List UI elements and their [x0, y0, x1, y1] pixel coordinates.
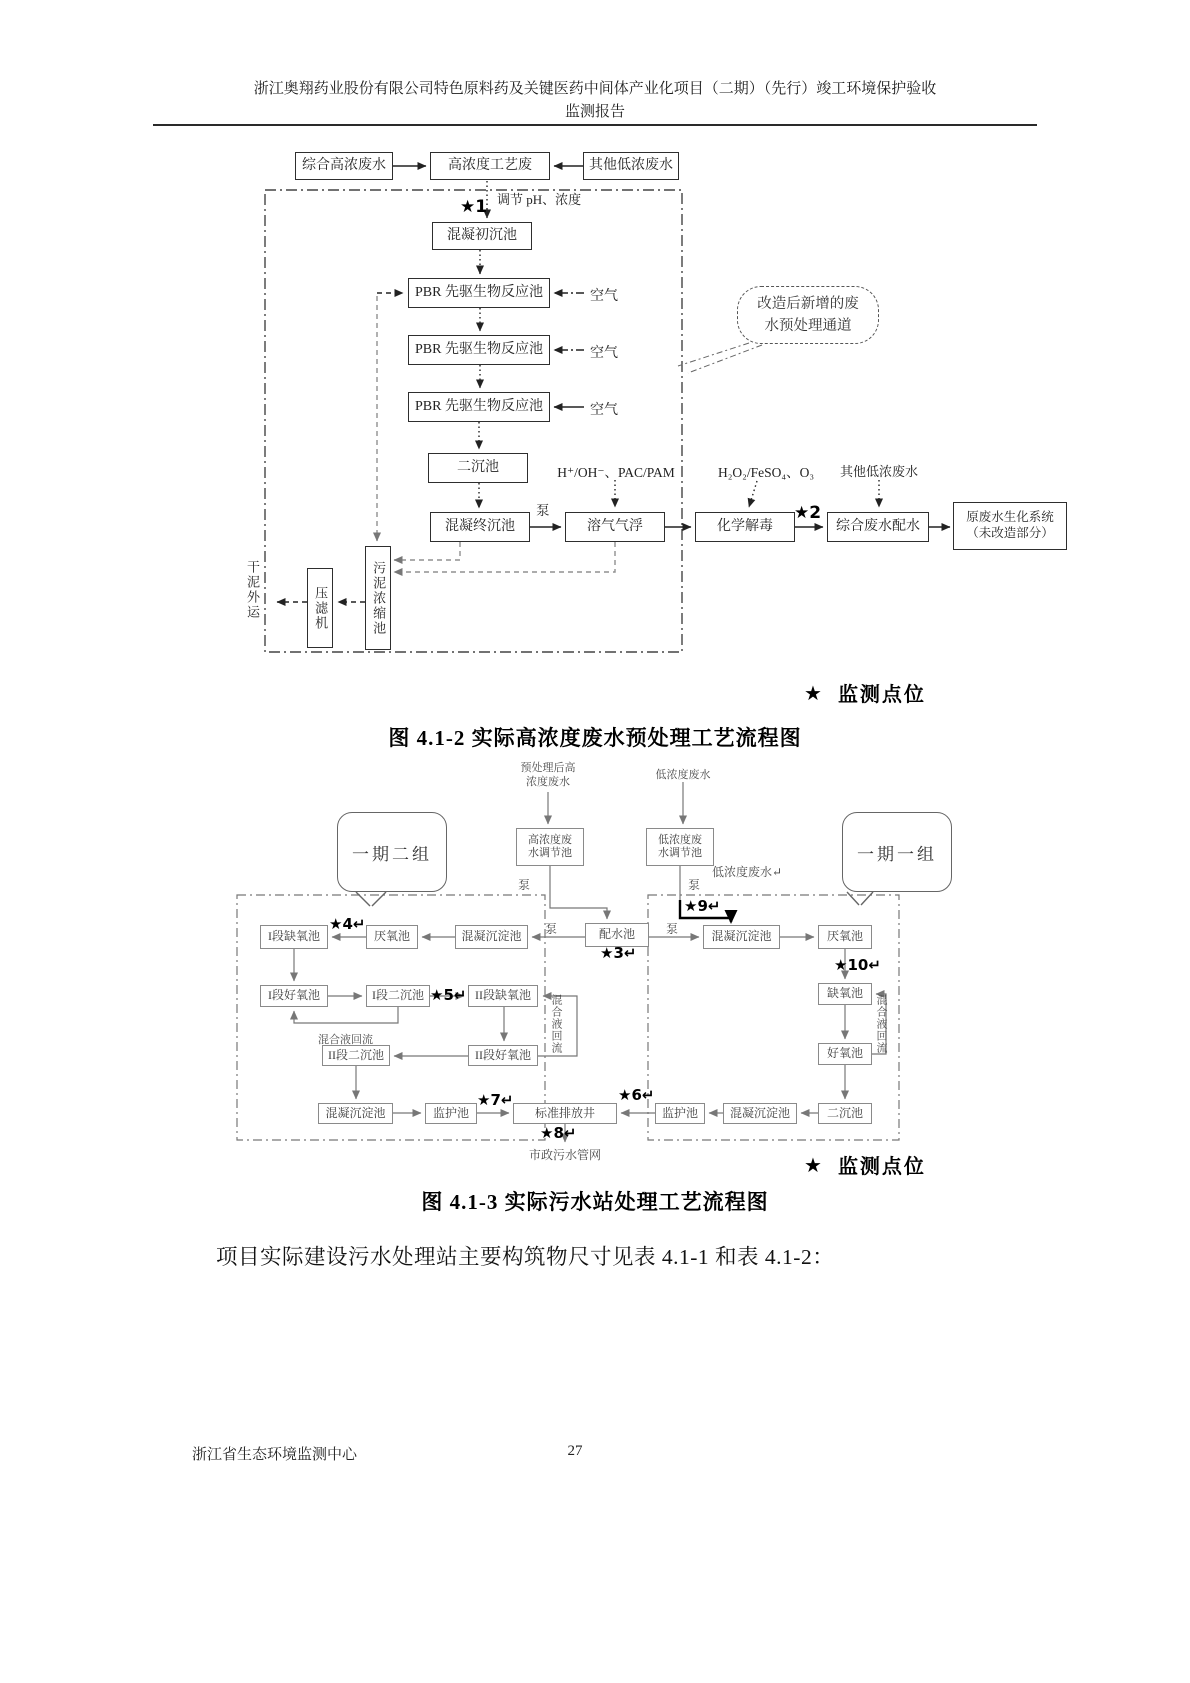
node-coag-sed-left-1: 混凝沉淀池 [455, 925, 528, 949]
node-original-bio-system-line2: （未改造部分） [966, 526, 1054, 540]
legend2-label: 监测点位 [837, 1156, 926, 1178]
chart1-legend [804, 678, 926, 707]
label-pump-2: 泵 [688, 878, 701, 892]
node-filter-press: 压滤机 [307, 568, 333, 648]
node-high-conc-regulating-tank [516, 828, 584, 866]
legend1-star-icon: ★ [804, 680, 822, 705]
marker-star-7: ★7↵ [477, 1091, 514, 1109]
callout-line2: 水预处理通道 [764, 318, 852, 334]
header-line1: 浙江奥翔药业股份有限公司特色原料药及关键医药中间体产业化项目（二期）（先行）竣工环境保护验收 [253, 81, 937, 97]
label-pac-pam: H⁺/OH⁻、PAC/PAM [557, 465, 675, 480]
label-mixed-liquor-return-vertical-right: 混合液回流 [875, 994, 887, 1054]
label-pump-3: 泵 [545, 922, 558, 936]
header [95, 78, 1095, 123]
label-municipal-sewage-network: 市政污水管网 [528, 1148, 601, 1162]
label-other-low-conc-2: 其他低浓废水 [839, 464, 918, 479]
callout-line1: 改造后新增的废 [757, 295, 859, 312]
label-air-1: 空气 [590, 289, 618, 304]
tjc1-line1: 高浓度废 [528, 834, 572, 847]
node-anoxic-right: 缺氧池 [818, 983, 872, 1005]
node-coagulation-final-tank: 混凝终沉池 [430, 512, 530, 542]
label-adjust-ph: 调节 pH、浓度 [497, 192, 582, 207]
legend1-label: 监测点位 [837, 684, 926, 706]
marker-star-1: ★1 [460, 197, 488, 217]
header-rule [153, 124, 1037, 126]
node-distribution-tank: 配水池 [585, 923, 649, 947]
node-sludge-thickening-tank: 污泥浓缩池 [365, 546, 391, 650]
node-stage2-aerobic: II段好氧池 [468, 1045, 538, 1066]
legend2-star-icon: ★ [804, 1152, 822, 1177]
node-combined-wastewater-distribution: 综合废水配水 [827, 512, 929, 542]
node-coagulation-primary-tank: 混凝初沉池 [432, 222, 532, 250]
node-stage2-secondary-settling: II段二沉池 [322, 1045, 390, 1066]
tjc1-line2: 水调节池 [528, 847, 572, 859]
label-low-conc: 低浓度废水 [655, 769, 711, 781]
marker-star-3: ★3↵ [600, 944, 637, 962]
node-original-bio-system-line1: 原废水生化系统 [966, 510, 1054, 525]
body-paragraph: 项目实际建设污水处理站主要构筑物尺寸见表 4.1-1 和表 4.1-2： [216, 1245, 835, 1269]
label-pump-1: 泵 [518, 878, 531, 892]
label-pump-4: 泵 [666, 922, 679, 936]
label-pump: 泵 [536, 503, 550, 518]
callout-phase1-group2: 一期二组 [337, 812, 447, 892]
label-mixed-liquor-return-vertical-left: 混合液回流 [550, 994, 562, 1054]
chart2-caption: 图 4.1-3 实际污水站处理工艺流程图 [421, 1190, 769, 1214]
label-low-conc-2: 低浓度废水↵ [712, 865, 783, 879]
marker-star-5: ★5↵ [430, 986, 467, 1004]
marker-star-10: ★10↵ [834, 956, 881, 974]
node-coag-sed-right-2: 混凝沉淀池 [723, 1103, 797, 1124]
node-secondary-settling-right: 二沉池 [818, 1103, 872, 1124]
node-stage1-aerobic: I段好氧池 [260, 985, 328, 1007]
marker-star-4: ★4↵ [329, 915, 366, 933]
tjc2-line2: 水调节池 [658, 847, 702, 859]
node-pbr-reactor-1: PBR 先驱生物反应池 [408, 278, 550, 308]
label-pretreated-line2: 浓度废水 [526, 775, 570, 788]
node-coag-sed-left-2: 混凝沉淀池 [318, 1103, 393, 1124]
node-original-bio-system [953, 502, 1067, 550]
tjc2-line1: 低浓度废 [658, 834, 702, 847]
node-coag-sed-right-1: 混凝沉淀池 [703, 925, 780, 949]
footer-org: 浙江省生态环境监测中心 [192, 1447, 358, 1463]
node-chemical-detox: 化学解毒 [695, 512, 795, 542]
node-pbr-reactor-3: PBR 先驱生物反应池 [408, 392, 550, 422]
label-h2o2-feso4-o3: H₂O₂/FeSO₄、O₃ [717, 465, 815, 480]
node-stage2-anoxic: II段缺氧池 [468, 985, 538, 1007]
node-guard-tank-left: 监护池 [425, 1103, 477, 1124]
node-stage1-anoxic: I段缺氧池 [260, 925, 328, 949]
node-anaerobic-left: 厌氧池 [366, 925, 418, 949]
label-air-2: 空气 [590, 346, 618, 361]
node-guard-tank-right: 监护池 [655, 1103, 705, 1124]
chart2-legend [804, 1150, 926, 1179]
callout-new-pretreatment-channel [737, 286, 879, 344]
node-anaerobic-right: 厌氧池 [818, 925, 872, 949]
node-aerobic-right: 好氧池 [818, 1043, 872, 1065]
label-mixed-liquor-return-horizontal: 混合液回流 [318, 1034, 373, 1046]
callout-phase1-group1: 一期一组 [842, 812, 952, 892]
chart1-caption: 图 4.1-2 实际高浓度废水预处理工艺流程图 [388, 726, 802, 750]
node-pbr-reactor-2: PBR 先驱生物反应池 [408, 335, 550, 365]
label-air-3: 空气 [590, 403, 618, 418]
node-dissolved-air-flotation: 溶气气浮 [565, 512, 665, 542]
node-other-low-conc: 其他低浓废水 [583, 152, 679, 180]
header-line2: 监测报告 [564, 103, 625, 120]
node-combined-high-conc: 综合高浓废水 [295, 152, 393, 180]
node-secondary-settling-tank: 二沉池 [428, 453, 528, 483]
marker-star-2: ★2 [794, 503, 822, 523]
node-low-conc-regulating-tank [646, 828, 714, 866]
footer-page-number: 27 [567, 1443, 583, 1459]
node-high-conc-process-waste: 高浓度工艺废 [430, 152, 550, 180]
marker-star-8: ★8↵ [540, 1124, 577, 1142]
marker-star-9: ★9↵ [684, 897, 721, 915]
label-pretreated-high-conc [508, 762, 588, 790]
label-pretreated-line1: 预处理后高 [520, 762, 576, 774]
marker-star-6: ★6↵ [618, 1086, 655, 1104]
node-standard-discharge-well: 标准排放井 [513, 1103, 617, 1124]
label-dry-sludge-transport: 干泥外运 [245, 560, 260, 620]
node-stage1-secondary-settling: I段二沉池 [366, 985, 430, 1007]
